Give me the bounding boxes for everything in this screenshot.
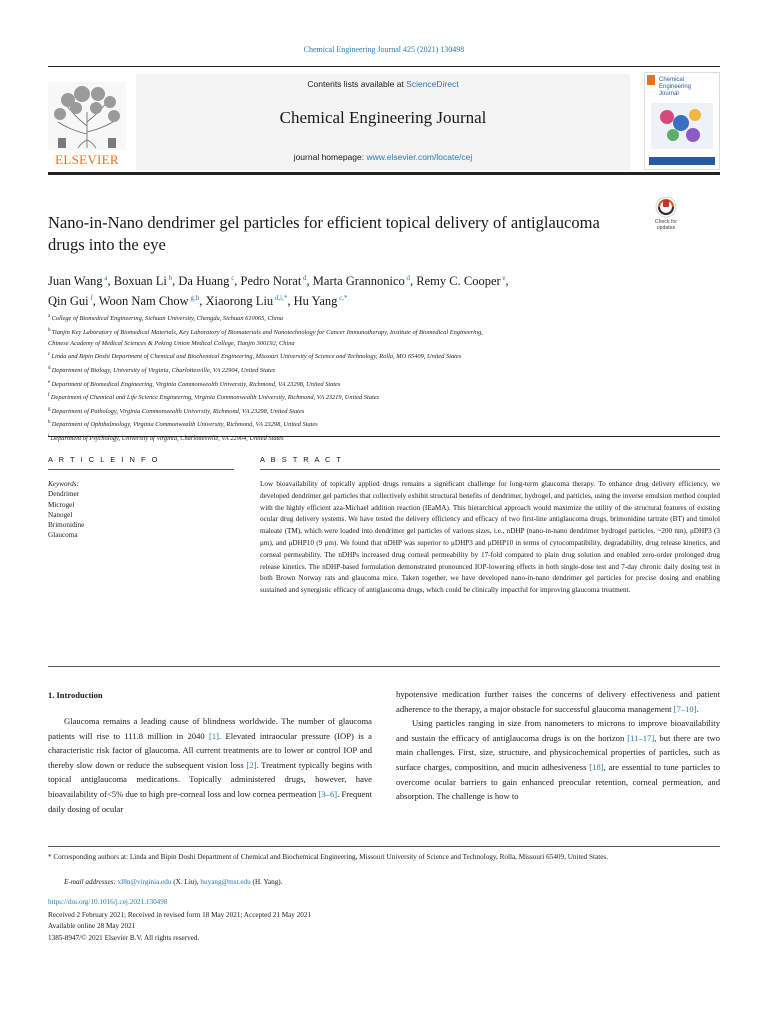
email-link-liu[interactable]: xl8n@virginia.edu (117, 878, 172, 886)
keyword-item: Glaucoma (48, 531, 78, 540)
author-name[interactable]: Xiaorong Liu (205, 294, 274, 309)
reference-link[interactable]: [18] (589, 761, 604, 772)
doi-link[interactable]: https://doi.org/10.1016/j.cej.2021.130498 (48, 898, 168, 906)
affiliation-item: $^b$ Tianjin Key Laboratory of Biomedical Materials, Key Laboratory of Biomaterials and Nanotechnology for Cancer Immunotherapy, Institute of Biomedical Engineering, (48, 327, 483, 336)
body-text: Using particles ranging in size from nanometers to microns to improve bioavailability and sustain the efficacy of antiglaucoma drugs is on the horizon (396, 718, 720, 743)
body-text: . Elevated intraocular pressure (IOP) is a characteristic risk factor of glaucoma. All current treatments are to lower or control IOP and thereby slow down or reduce the subsequent vision loss (48, 730, 372, 770)
intro-paragraph (396, 687, 720, 716)
author-affiliation-marker[interactable]: c,* (337, 294, 348, 303)
article-info-rule (48, 469, 234, 470)
affiliation-item: $^f$ Department of Chemical and Life Science Engineering, Virginia Commonwealth University, Richmond, VA 23219, United States (48, 393, 380, 402)
author-affiliation-marker[interactable]: d,i,* (273, 294, 288, 303)
journal-citation-link[interactable]: Chemical Engineering Journal 425 (2021) 130498 (303, 45, 465, 54)
cover-title-line3: Journal (659, 91, 679, 97)
author-name[interactable]: Pedro Norat (240, 274, 302, 289)
check-for-updates-button[interactable] (644, 196, 688, 230)
keyword-item: Microgel (48, 500, 75, 509)
keywords-block (48, 479, 234, 541)
author-affiliation-marker[interactable]: d (404, 274, 411, 282)
journal-homepage-link[interactable]: www.elsevier.com/locate/cej (366, 152, 473, 162)
article-title: Nano-in-Nano dendrimer gel particles for efficient topical delivery of antiglaucoma drugs into the eye (48, 213, 600, 254)
intro-paragraph (396, 716, 720, 804)
affiliation-item: $^i$ Department of Psychology, University of Virginia, Charlottesville, VA 22904, United States (48, 433, 284, 442)
author-name[interactable]: Hu Yang (293, 294, 338, 309)
author-name[interactable]: Da Huang (178, 274, 230, 289)
author-affiliation-marker[interactable]: f (88, 294, 93, 303)
body-text: . (696, 703, 699, 714)
affiliation-item: $^a$ College of Biomedical Engineering, Sichuan University, Chengdu, Sichuan 610065, China (48, 314, 284, 323)
author-affiliation-marker[interactable]: e (500, 274, 506, 282)
article-info-heading: A R T I C L E I N F O (48, 455, 160, 464)
reference-link[interactable]: [7–10] (673, 703, 697, 714)
divider-rule (48, 436, 720, 437)
body-text: , are essential to tune particles to overcome ocular barriers to gain enhanced preocular retention, corneal permeation, and absorption. The challenge is how to (396, 761, 720, 802)
journal-title: Chemical Engineering Journal (279, 108, 487, 127)
reference-link[interactable]: [3–6] (318, 788, 338, 799)
journal-cover-thumbnail[interactable] (644, 72, 720, 170)
affiliation-item: $^d$ Department of Biology, University of Virginia, Charlottesville, VA 22904, United States (48, 366, 276, 375)
affiliation-item: $^g$ Department of Pathology, Virginia Commonwealth University, Richmond, VA 23298, United States (48, 406, 305, 415)
email-owner-liu: (X. Liu), (171, 878, 201, 886)
available-online-date: Available online 28 May 2021 (48, 922, 136, 931)
email-owner-yang: (H. Yang). (250, 878, 283, 886)
cover-title-line1: Chemical (659, 77, 685, 83)
abstract-bottom-rule (48, 666, 720, 667)
author-name[interactable]: Woon Nam Chow (98, 294, 189, 309)
email-addresses (64, 878, 283, 886)
affiliation-item: $^e$ Department of Biomedical Engineering, Virginia Commonwealth University, Richmond, VA 23298, United States (48, 379, 341, 388)
author-affiliation-marker[interactable]: c (229, 274, 235, 282)
cover-title-line2: Engineering (659, 84, 692, 90)
abstract-heading: A B S T R A C T (260, 455, 343, 464)
publication-dates (48, 910, 311, 944)
author-affiliation-marker[interactable]: b (166, 274, 173, 282)
keyword-item: Nanogel (48, 510, 73, 519)
author-affiliation-marker[interactable]: g,h (188, 294, 200, 303)
check-updates-label-2: updates (656, 225, 676, 230)
journal-cover-image (645, 73, 719, 169)
contents-prefix: Contents lists available at (307, 79, 407, 89)
received-dates: Received 2 February 2021; Received in revised form 18 May 2021; Accepted 21 May 2021 (48, 911, 312, 919)
check-updates-label-1: Check for (654, 219, 678, 225)
keywords-label: Keywords: (48, 480, 79, 488)
author-list: Juan Wang $^a$, Boxuan Li $^b$, Da Huang $^c$, Pedro Norat $^d$, Marta Grannonico $^d$, Remy C. Cooper $^e$, Qin Gui $^f$, Woon Nam Chow $^{g,h}$, Xiaorong Liu $^{d,i,*}$, Hu Yang $^{c,*}$ (48, 274, 509, 309)
sciencedirect-link[interactable]: ScienceDirect (406, 79, 459, 89)
footnote-rule (48, 846, 720, 847)
email-label: E-mail addresses: (64, 878, 118, 886)
keyword-item: Dendrimer (48, 490, 80, 499)
reference-link[interactable]: [11–17] (627, 732, 655, 743)
reference-link[interactable]: [2] (246, 759, 257, 770)
reference-link[interactable]: [1] (208, 730, 220, 741)
author-name[interactable]: Juan Wang (48, 274, 103, 289)
author-name[interactable]: Qin Gui (48, 294, 89, 309)
affiliation-item: $^c$ Linda and Bipin Doshi Department of Chemical and Biochemical Engineering, Missouri University of Science and Technology, Rolla, MO 65409, United States (48, 352, 462, 361)
body-text: . Treatment typically begins with topical antiglaucoma medications. Topically administered drugs, however, have bioavailability of<5% due to high pre-corneal loss and low cornea permeation (48, 759, 372, 799)
elsevier-wordmark[interactable]: ELSEVIER (55, 152, 119, 167)
masthead-rule (48, 172, 720, 175)
affiliation-item: $^h$ Department of Ophthalmology, Virginia Commonwealth University, Richmond, VA 23298, United States (48, 420, 318, 429)
elsevier-tree-logo (48, 82, 126, 162)
corresponding-author-note: * Corresponding authors at: Linda and Bipin Doshi Department of Chemical and Biochemical Engineering, Missouri University of Science and Technology, Rolla, Missouri 65409, United States. (48, 853, 609, 861)
affiliation-list (48, 311, 720, 444)
body-text: Glaucoma remains a leading cause of blindness worldwide. The number of glaucoma patients will rise to 111.8 million in 2040 (48, 716, 372, 741)
author-name[interactable]: Boxuan Li (113, 274, 167, 289)
contents-line (136, 79, 630, 89)
abstract-rule (260, 469, 720, 470)
author-name[interactable]: Marta Grannonico (312, 274, 405, 289)
author-affiliation-marker[interactable]: d (301, 274, 307, 282)
email-link-yang[interactable]: huyang@mst.edu (200, 878, 251, 886)
abstract-text: Low bioavailability of topically applied drugs remains a significant challenge for long-term glaucoma therapy. To enhance drug delivery efficiency, we developed dendrimer gel particles that collectively exhibit structural benefits of dendrimer, hydrogel, and particles, using the inverse emulsion method coupled with the highly efficient aza-Michael addition reaction (IEaMA). This hierarchical approach would maximize the utility of the structural features of existing ocular drug delivery systems. We have tested the delivery efficiency and efficacy of two first-line antiglaucoma drugs, brimonidine tartrate (BT) and timolol maleate (TM), which were loaded into dendrimer gel particles of various sizes, i.e., nDHP (nano-in-nano dendrimer hydrogel particles, ~200 nm), μDHP3 (3 μm), and μDHP10 (9 μm). We found that nDHP was superior to μDHP3 and μDHP10 in terms of cytocompatibility, degradability, drug release kinetics, and corneal permeability. The nDHPs increased drug corneal permeability by 17-fold compared to plain drug solution and enabled zero-order prolonged drug release kinetics. The nDHP-based formulation demonstrated pronounced IOP-lowering effects in both single-dose test and 7-day chronic daily dosing test in both Brown Norway rats and glaucoma mice. Taken together, we have developed nano-in-nano dendrimer gel particles for precise dosing and enabling sustained and synergistic efficacy of antiglaucoma drugs, which could be clinically impactful for improving glaucoma treatment. (260, 480, 720, 595)
intro-left-column (48, 714, 372, 816)
homepage-line (136, 152, 630, 162)
body-text: , but there are two main challenges. First, size, structure, and physicochemical properties of particles, such as surface charges, composition, and mucin adhesiveness (396, 732, 721, 772)
introduction-heading: 1. Introduction (48, 690, 103, 700)
keyword-item: Brimonidine (48, 521, 85, 530)
body-text: . Frequent daily dosing of ocular (48, 788, 372, 814)
intro-right-column (396, 687, 720, 804)
check-for-updates-icon (644, 196, 688, 230)
author-affiliation-marker[interactable]: a (102, 274, 108, 282)
body-text: hypotensive medication further raises the concerns of delivery effectiveness and patient adherence to the therapy, a major obstacle for successful glaucoma management (396, 689, 720, 714)
homepage-prefix: journal homepage: (293, 152, 367, 162)
copyright-line: 1385-8947/© 2021 Elsevier B.V. All rights reserved. (48, 933, 200, 942)
author-name[interactable]: Remy C. Cooper (416, 274, 501, 289)
affiliation-item: Chinese Academy of Medical Sciences & Peking Union Medical College, Tianjin 300192, China (48, 340, 295, 348)
